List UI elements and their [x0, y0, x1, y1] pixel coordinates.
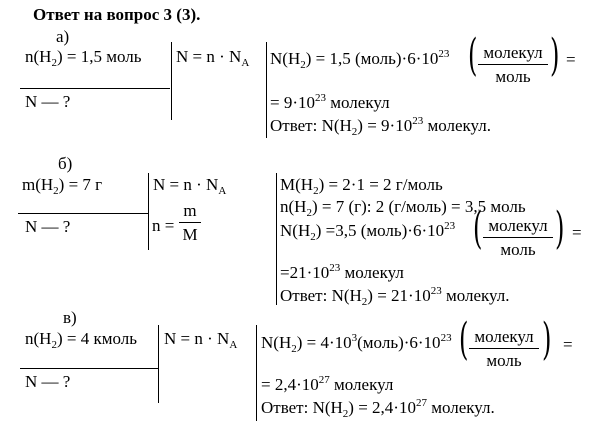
part-b-find: N — ? [25, 217, 71, 236]
part-c-calc-line2: = $2,4\cdot 10^{27}$ молекул [261, 374, 394, 394]
part-b-formula-2-left: n = [152, 216, 175, 235]
part-c-given-divider [20, 368, 158, 369]
part-c-divider-left [158, 325, 159, 403]
part-a-answer: Ответ: $N(H_2) = 9\cdot 10^{23}$ молекул. [270, 115, 492, 138]
part-a-given: $n(H_2) = 1,5$ моль [25, 47, 142, 69]
part-c-find: N — ? [25, 372, 71, 391]
part-a-given-divider [20, 88, 170, 89]
part-c-answer: Ответ: $N(H_2) = 2,4\cdot 10^{27}$ молекул. [261, 397, 495, 420]
part-a-formula: $N = n \cdot N_A$ [176, 47, 250, 69]
part-b-divider-right [276, 173, 277, 305]
part-b-formula-2-fraction: $\frac{m}{M}$ [179, 202, 201, 243]
part-b-calc-line1: $M(H_2) = 2\cdot 1 = 2$ г/моль [280, 175, 443, 197]
part-a-divider-left [171, 42, 172, 120]
part-b-fraction: молекул моль [483, 217, 553, 258]
part-b-formula-1: $N = n \cdot N_A$ [153, 175, 227, 197]
part-b-label: б) [58, 154, 73, 173]
part-b-given: $m(H_2) = 7$ г [22, 175, 103, 197]
part-b-paren-right: ) [555, 203, 565, 254]
part-c-given: $n(H_2) = 4$ кмоль [25, 329, 137, 351]
part-a-fraction: молекул моль [478, 44, 548, 85]
part-b-answer: Ответ: $N(H_2) = 21\cdot 10^{23}$ молекул. [280, 285, 510, 308]
part-c-fraction: молекул моль [469, 328, 539, 369]
part-b-equals: = [572, 223, 582, 242]
part-c-paren-right: ) [542, 314, 552, 365]
part-a-divider-right [266, 42, 267, 138]
part-a-equals: = [566, 50, 576, 69]
part-c-label: в) [63, 308, 77, 327]
part-a-find: N — ? [25, 92, 71, 111]
part-b-calc-line4: $=21\cdot 10^{23}$ молекул [280, 262, 404, 282]
part-c-formula: $N = n \cdot N_A$ [164, 329, 238, 351]
page-title: Ответ на вопрос 3 (3). [33, 5, 201, 24]
part-a-calc-line2: = $9\cdot 10^{23}$ молекул [270, 92, 390, 112]
part-c-equals: = [563, 335, 573, 354]
part-a-calc-line1: $N(H_2) = 1,5$ $(моль)\cdot 6\cdot 10^{23}$ [270, 48, 450, 71]
part-a-paren-left: ( [468, 30, 478, 81]
part-b-calc-line3: $N(H_2) =3,5$ $(моль)\cdot 6\cdot 10^{23}$ [280, 220, 456, 243]
part-b-calc-line2: $n(H_2) = 7$ (г): 2 (г/моль) = 3,5 моль [280, 197, 526, 219]
part-a-paren-right: ) [550, 30, 560, 81]
part-b-paren-left: ( [473, 203, 483, 254]
part-b-given-divider [18, 213, 148, 214]
part-c-paren-left: ( [459, 314, 469, 365]
part-a-label: а) [56, 27, 70, 46]
part-b-divider-left [148, 173, 149, 250]
part-c-divider-right [256, 325, 257, 421]
part-c-calc-line1: $N(H_2)$ = $4\cdot 10^3(моль)\cdot 6\cdot 10^{23}$ [261, 332, 452, 355]
